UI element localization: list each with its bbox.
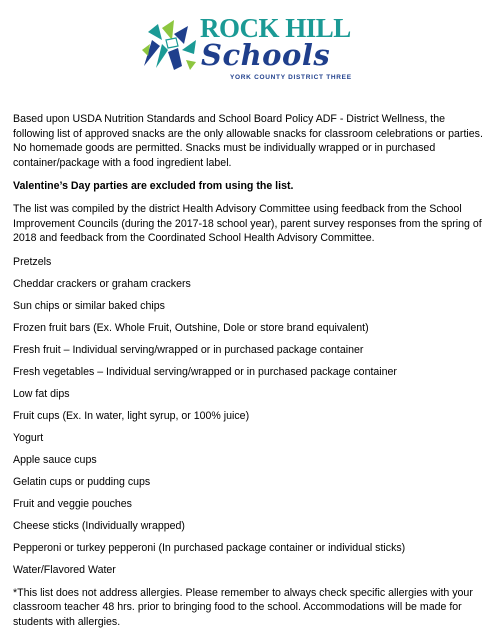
logo-title: ROCK HILL [200,13,351,43]
list-item: Low fat dips [13,387,70,400]
list-item: Apple sauce cups [13,453,97,466]
list-item: Water/Flavored Water [13,563,116,576]
district-logo [138,10,360,84]
hands-emblem-icon [138,10,208,72]
list-item: Yogurt [13,431,44,444]
list-item: Cheddar crackers or graham crackers [13,277,191,290]
intro-paragraph: Based upon USDA Nutrition Standards and School Board Policy ADF - District Wellness, the following list of approved snacks are the only allowable snacks for classroom celebrations or parties. No homemade goods are permitted. Snacks must be individually wrapped or in purchased container/package with a food ingredient label. [13,113,483,169]
compiled-by-paragraph: The list was compiled by the district Health Advisory Committee using feedback from the School Improvement Councils (during the 2017-18 school year), parent survey responses from the spring of 2018 and feedback from the Coordinated School Health Advisory Committee. [13,203,482,245]
valentine-exclusion-note: Valentine’s Day parties are excluded from using the list. [13,179,294,192]
approved-snack-list [13,255,483,585]
list-item: Fruit and veggie pouches [13,497,132,510]
logo-subtitle: YORK COUNTY DISTRICT THREE [230,74,352,81]
list-item: Sun chips or similar baked chips [13,299,165,312]
list-item: Cheese sticks (Individually wrapped) [13,519,185,532]
logo-schools-wordmark: Schools [201,38,331,72]
list-item: Pretzels [13,255,52,268]
list-item: Fresh vegetables – Individual serving/wrapped or in purchased package container [13,365,397,378]
list-item: Pepperoni or turkey pepperoni (In purchased package container or individual sticks) [13,541,406,554]
document-body [13,112,483,638]
list-item: Fresh fruit – Individual serving/wrapped or in purchased package container [13,343,364,356]
list-item: Gelatin cups or pudding cups [13,475,151,488]
allergy-note: *This list does not address allergies. Please remember to always check specific allergies with your classroom teacher 48 hrs. prior to bringing food to the school. Accommodations will be made for students with allergies. [13,586,473,628]
list-item: Fruit cups (Ex. In water, light syrup, or 100% juice) [13,409,250,422]
list-item: Frozen fruit bars (Ex. Whole Fruit, Outshine, Dole or store brand equivalent) [13,321,369,334]
